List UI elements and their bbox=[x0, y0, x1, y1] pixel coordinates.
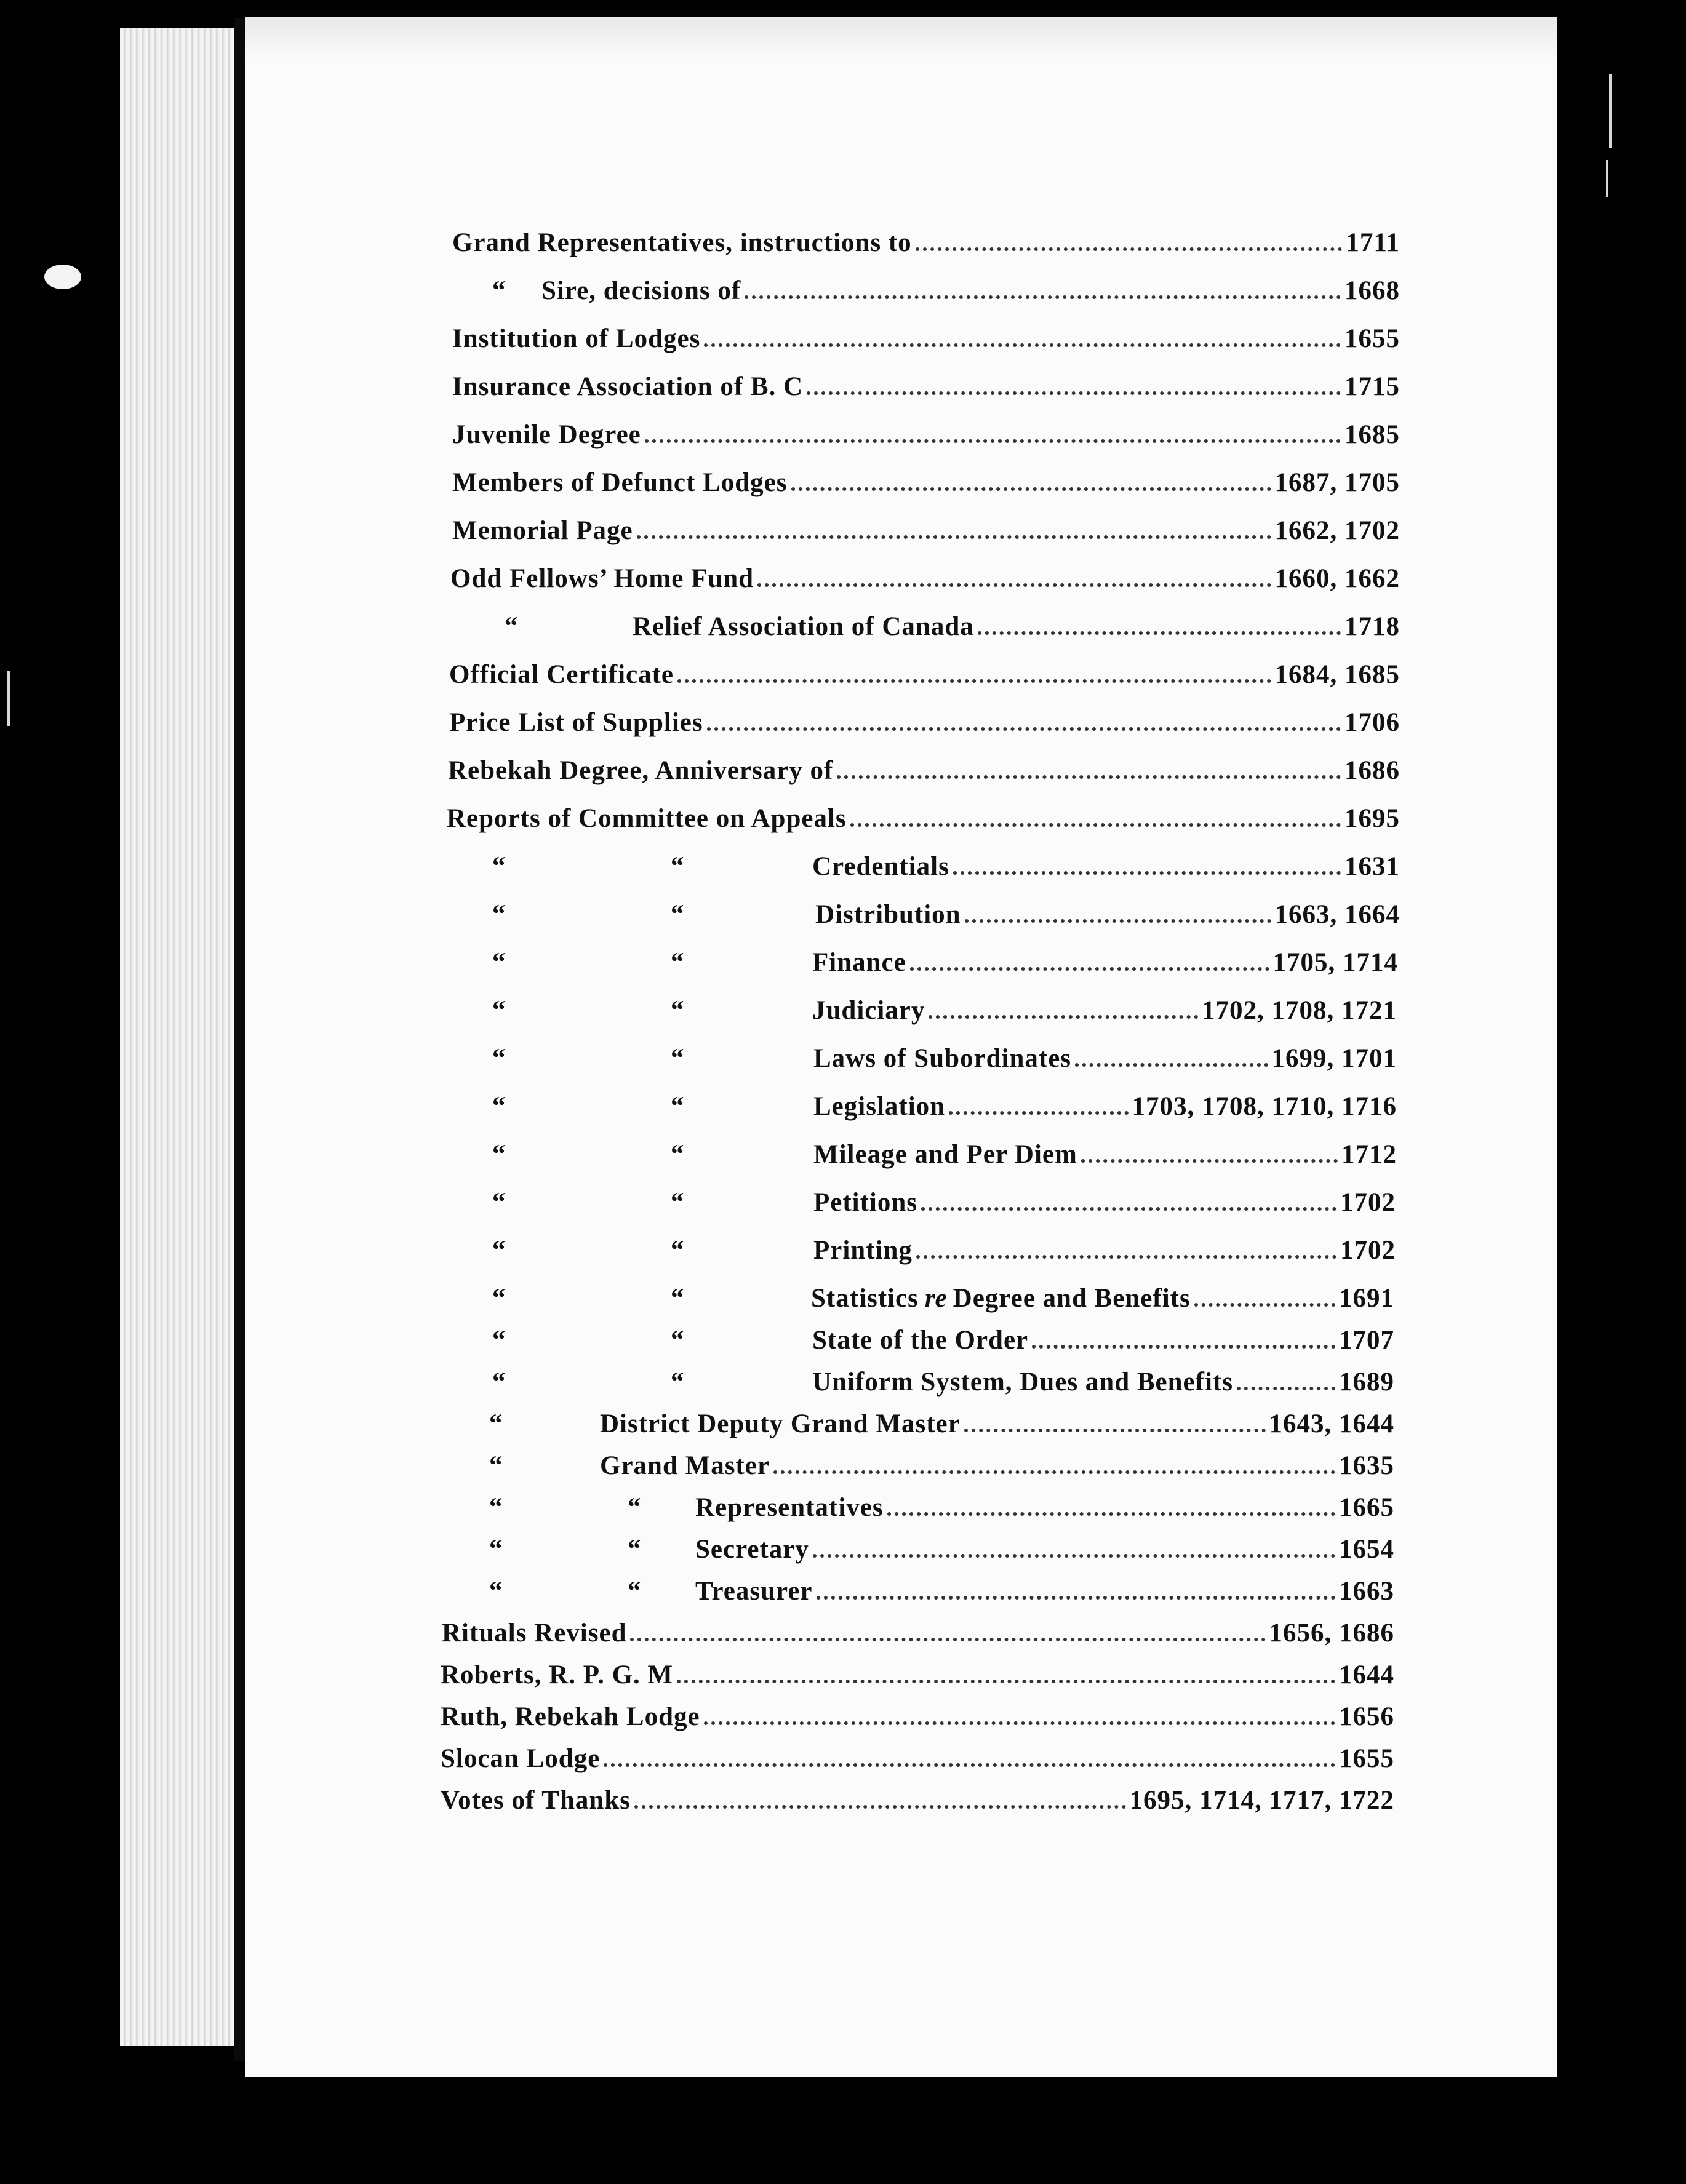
index-entry bbox=[489, 1409, 1394, 1452]
entry-label: Grand Representatives, instructions to bbox=[452, 228, 912, 257]
entry-label: Grand Master bbox=[600, 1451, 770, 1480]
entry-label: Odd Fellows’ Home Fund bbox=[450, 564, 754, 593]
ditto-mark: “ bbox=[489, 1409, 503, 1438]
index-entry bbox=[452, 324, 1400, 367]
index-entry bbox=[492, 1139, 1397, 1182]
entry-page-numbers: 1689 bbox=[1339, 1368, 1394, 1397]
index-entry bbox=[452, 420, 1400, 463]
entry-page-numbers: 1699, 1701 bbox=[1271, 1044, 1397, 1073]
index-entry bbox=[492, 1283, 1394, 1326]
entry-page-numbers: 1663, 1664 bbox=[1274, 900, 1400, 929]
entry-label: Rituals Revised bbox=[442, 1619, 627, 1648]
ditto-mark: “ bbox=[671, 1188, 684, 1217]
ditto-mark: “ bbox=[492, 948, 506, 977]
entry-label: Credentials bbox=[812, 852, 949, 881]
entry-page-numbers: 1655 bbox=[1339, 1744, 1394, 1773]
index-entry bbox=[492, 1367, 1394, 1410]
entry-label: Institution of Lodges bbox=[452, 324, 701, 353]
ditto-mark: “ bbox=[671, 1368, 684, 1397]
dot-leader bbox=[910, 967, 1269, 971]
entry-page-numbers: 1711 bbox=[1346, 228, 1400, 257]
entry-label: Legislation bbox=[813, 1092, 946, 1121]
entry-label: Members of Defunct Lodges bbox=[452, 468, 788, 497]
page-gutter-shadow bbox=[234, 18, 246, 2061]
ditto-mark: “ bbox=[492, 1140, 506, 1169]
ditto-mark: “ bbox=[671, 1284, 684, 1313]
dot-leader bbox=[773, 1470, 1335, 1474]
ditto-mark: “ bbox=[492, 852, 506, 881]
index-entry bbox=[505, 612, 1400, 655]
entry-label: State of the Order bbox=[812, 1326, 1029, 1355]
index-entry bbox=[492, 947, 1398, 990]
entry-page-numbers: 1656 bbox=[1339, 1702, 1394, 1731]
page-stack-edges bbox=[120, 28, 243, 2046]
entry-label: Treasurer bbox=[695, 1577, 813, 1606]
index-entry bbox=[448, 755, 1400, 799]
entry-page-numbers: 1684, 1685 bbox=[1274, 660, 1400, 689]
entry-page-numbers: 1687, 1705 bbox=[1274, 468, 1400, 497]
dot-leader bbox=[1032, 1345, 1335, 1349]
index-entry bbox=[492, 1325, 1394, 1368]
entry-page-numbers: 1685 bbox=[1344, 420, 1400, 449]
index-entry bbox=[489, 1576, 1394, 1619]
entry-page-numbers: 1656, 1686 bbox=[1269, 1619, 1394, 1648]
entry-label: Uniform System, Dues and Benefits bbox=[812, 1368, 1233, 1397]
ditto-mark: “ bbox=[492, 1044, 506, 1073]
ditto-mark: “ bbox=[492, 1284, 506, 1313]
scan-scratch bbox=[7, 671, 10, 726]
dot-leader bbox=[850, 823, 1341, 827]
dot-leader bbox=[645, 439, 1341, 443]
entry-label: Roberts, R. P. G. M bbox=[441, 1660, 674, 1689]
index-entry bbox=[492, 899, 1400, 943]
entry-page-numbers: 1695, 1714, 1717, 1722 bbox=[1129, 1786, 1394, 1815]
ditto-mark: “ bbox=[489, 1451, 503, 1480]
dot-leader bbox=[704, 1721, 1335, 1725]
entry-label: Juvenile Degree bbox=[452, 420, 641, 449]
scan-scratch bbox=[1606, 160, 1608, 197]
ditto-mark: “ bbox=[492, 1326, 506, 1355]
index-entry bbox=[492, 1187, 1396, 1230]
ditto-mark: “ bbox=[492, 276, 506, 305]
entry-page-numbers: 1668 bbox=[1344, 276, 1400, 305]
dot-leader bbox=[1194, 1303, 1335, 1307]
entry-page-numbers: 1663 bbox=[1339, 1577, 1394, 1606]
entry-page-numbers: 1662, 1702 bbox=[1274, 516, 1400, 545]
dot-leader bbox=[929, 1015, 1198, 1019]
entry-label: Representatives bbox=[695, 1493, 884, 1522]
entry-label-tail: Degree and Benefits bbox=[953, 1284, 1191, 1313]
entry-page-numbers: 1665 bbox=[1339, 1493, 1394, 1522]
dot-leader bbox=[677, 1680, 1335, 1683]
dot-leader bbox=[807, 391, 1341, 395]
index-entry bbox=[452, 468, 1400, 511]
entry-page-numbers: 1705, 1714 bbox=[1272, 948, 1398, 977]
ditto-mark: “ bbox=[671, 996, 684, 1025]
index-entry bbox=[492, 276, 1400, 319]
ditto-mark: “ bbox=[492, 900, 506, 929]
dot-leader bbox=[964, 1429, 1266, 1432]
index-entry bbox=[441, 1660, 1394, 1703]
scan-speck bbox=[44, 265, 81, 289]
index-entry bbox=[447, 803, 1400, 847]
ditto-mark: “ bbox=[492, 1236, 506, 1265]
entry-label: Rebekah Degree, Anniversary of bbox=[448, 756, 834, 785]
ditto-mark: “ bbox=[671, 1140, 684, 1169]
entry-page-numbers: 1702 bbox=[1340, 1188, 1396, 1217]
dot-leader bbox=[630, 1638, 1265, 1641]
index-entry bbox=[441, 1744, 1394, 1787]
dot-leader bbox=[677, 679, 1271, 683]
entry-page-numbers: 1635 bbox=[1339, 1451, 1394, 1480]
page-top-band bbox=[245, 17, 1557, 60]
index-entry bbox=[492, 1043, 1397, 1086]
ditto-mark: “ bbox=[671, 1236, 684, 1265]
dot-leader bbox=[1237, 1387, 1335, 1390]
ditto-mark: “ bbox=[492, 1368, 506, 1397]
entry-label: Petitions bbox=[813, 1188, 918, 1217]
entry-page-numbers: 1718 bbox=[1344, 612, 1400, 641]
ditto-mark: “ bbox=[671, 1326, 684, 1355]
entry-label: Finance bbox=[812, 948, 906, 977]
index-entry bbox=[442, 1618, 1394, 1661]
entry-label: Reports of Committee on Appeals bbox=[447, 804, 847, 833]
scan-scratch bbox=[1609, 74, 1612, 148]
dot-leader bbox=[707, 727, 1341, 731]
entry-page-numbers: 1644 bbox=[1339, 1660, 1394, 1689]
index-entry bbox=[452, 372, 1400, 415]
index-entry bbox=[492, 995, 1397, 1038]
ditto-mark: “ bbox=[671, 948, 684, 977]
entry-label: Slocan Lodge bbox=[441, 1744, 601, 1773]
dot-leader bbox=[604, 1763, 1335, 1767]
index-entry bbox=[489, 1534, 1394, 1577]
entry-page-numbers: 1655 bbox=[1344, 324, 1400, 353]
entry-label-italic: re bbox=[924, 1284, 947, 1313]
entry-label: Mileage and Per Diem bbox=[813, 1140, 1077, 1169]
dot-leader bbox=[813, 1554, 1335, 1558]
entry-page-numbers: 1686 bbox=[1344, 756, 1400, 785]
entry-label: Memorial Page bbox=[452, 516, 633, 545]
dot-leader bbox=[949, 1111, 1128, 1115]
ditto-mark: “ bbox=[492, 1188, 506, 1217]
entry-page-numbers: 1702, 1708, 1721 bbox=[1202, 996, 1397, 1025]
dot-leader bbox=[791, 487, 1271, 491]
index-entry bbox=[452, 228, 1400, 271]
entry-page-numbers: 1706 bbox=[1344, 708, 1400, 737]
entry-label: District Deputy Grand Master bbox=[600, 1409, 961, 1438]
index-entry bbox=[450, 564, 1400, 607]
index-entry bbox=[452, 516, 1400, 559]
index-entry bbox=[489, 1451, 1394, 1494]
index-entry bbox=[489, 1493, 1394, 1536]
ditto-mark: “ bbox=[671, 1044, 684, 1073]
dot-leader bbox=[965, 919, 1271, 923]
index-entry bbox=[449, 660, 1400, 703]
dot-leader bbox=[1075, 1063, 1268, 1067]
entry-label: Secretary bbox=[695, 1535, 809, 1564]
dot-leader bbox=[887, 1512, 1335, 1516]
dot-leader bbox=[745, 295, 1341, 299]
index-entry bbox=[492, 1235, 1396, 1278]
dot-leader bbox=[837, 775, 1341, 779]
ditto-mark: “ bbox=[489, 1493, 503, 1522]
dot-leader bbox=[953, 871, 1341, 875]
entry-page-numbers: 1643, 1644 bbox=[1269, 1409, 1394, 1438]
entry-label: Insurance Association of B. C bbox=[452, 372, 804, 401]
dot-leader bbox=[637, 535, 1271, 539]
entry-page-numbers: 1654 bbox=[1339, 1535, 1394, 1564]
ditto-mark: “ bbox=[628, 1535, 641, 1564]
entry-page-numbers: 1695 bbox=[1344, 804, 1400, 833]
entry-page-numbers: 1707 bbox=[1339, 1326, 1394, 1355]
entry-label: Ruth, Rebekah Lodge bbox=[441, 1702, 700, 1731]
dot-leader bbox=[817, 1596, 1335, 1600]
ditto-mark: “ bbox=[671, 852, 684, 881]
dot-leader bbox=[921, 1207, 1336, 1211]
index-entry bbox=[492, 851, 1400, 895]
ditto-mark: “ bbox=[505, 612, 518, 641]
dot-leader bbox=[757, 583, 1271, 587]
dot-leader bbox=[704, 343, 1341, 347]
entry-page-numbers: 1702 bbox=[1340, 1236, 1396, 1265]
entry-page-numbers: 1691 bbox=[1339, 1284, 1394, 1313]
entry-label: Price List of Supplies bbox=[449, 708, 703, 737]
entry-label: Printing bbox=[813, 1236, 913, 1265]
entry-page-numbers: 1715 bbox=[1344, 372, 1400, 401]
entry-label: Sire, decisions of bbox=[541, 276, 741, 305]
ditto-mark: “ bbox=[489, 1535, 503, 1564]
entry-page-numbers: 1631 bbox=[1344, 852, 1400, 881]
entry-page-numbers: 1712 bbox=[1341, 1140, 1397, 1169]
ditto-mark: “ bbox=[492, 996, 506, 1025]
entry-label: Laws of Subordinates bbox=[813, 1044, 1072, 1073]
index-entry bbox=[441, 1785, 1394, 1828]
dot-leader bbox=[916, 1255, 1336, 1259]
entry-label: Official Certificate bbox=[449, 660, 674, 689]
ditto-mark: “ bbox=[671, 900, 684, 929]
ditto-mark: “ bbox=[628, 1493, 641, 1522]
dot-leader bbox=[978, 631, 1341, 635]
dot-leader bbox=[916, 247, 1343, 251]
entry-label: Statistics bbox=[811, 1284, 919, 1313]
ditto-mark: “ bbox=[628, 1577, 641, 1606]
dot-leader bbox=[1081, 1159, 1338, 1163]
entry-page-numbers: 1703, 1708, 1710, 1716 bbox=[1132, 1092, 1397, 1121]
entry-page-numbers: 1660, 1662 bbox=[1274, 564, 1400, 593]
ditto-mark: “ bbox=[671, 1092, 684, 1121]
index-entry bbox=[441, 1702, 1394, 1745]
entry-label: Distribution bbox=[815, 900, 961, 929]
ditto-mark: “ bbox=[489, 1577, 503, 1606]
entry-label: Judiciary bbox=[812, 996, 925, 1025]
index-entry bbox=[492, 1091, 1397, 1134]
entry-label: Relief Association of Canada bbox=[633, 612, 974, 641]
dot-leader bbox=[634, 1805, 1126, 1809]
ditto-mark: “ bbox=[492, 1092, 506, 1121]
entry-label: Votes of Thanks bbox=[441, 1786, 631, 1815]
index-entry bbox=[449, 707, 1400, 751]
